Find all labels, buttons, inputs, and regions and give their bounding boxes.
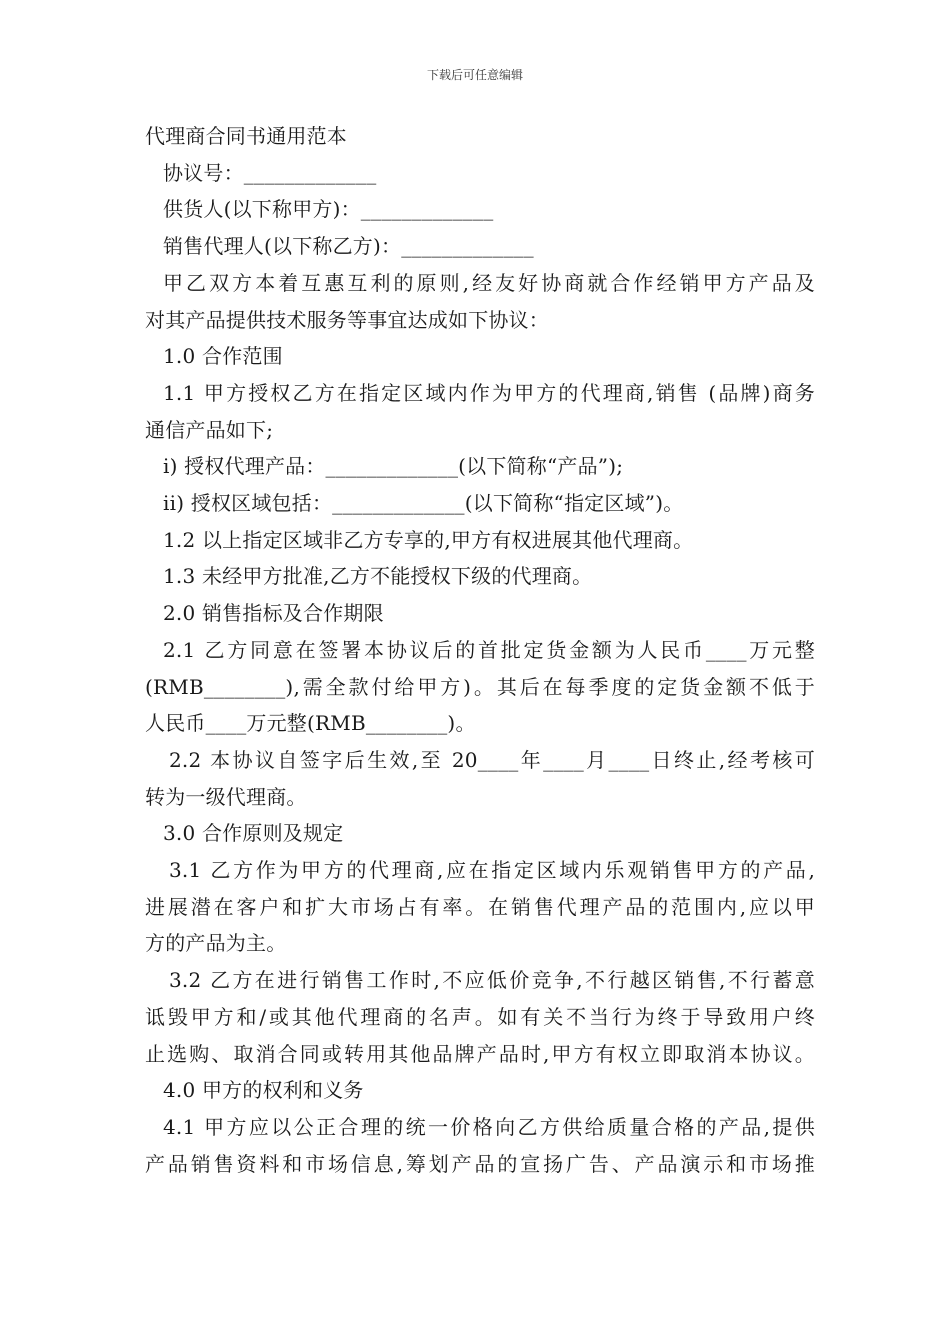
clause-line: 4.1 甲方应以公正合理的统一价格向乙方供给质量合格的产品,提供 [163,1114,815,1139]
document-title: 代理商合同书通用范本 [145,124,347,148]
agent-field: 销售代理人(以下称乙方)：_____________ [163,234,534,259]
section-heading: 3.0 合作原则及规定 [163,821,344,846]
supplier-field: 供货人(以下称甲方)：_____________ [163,197,494,222]
section-heading: 1.0 合作范围 [163,344,283,369]
clause-line: 2.2 本协议自签字后生效,至 20____年____月____日终止,经考核可 [169,747,815,772]
paragraph-line: 对其产品提供技术服务等事宜达成如下协议： [145,307,549,332]
clause-line: 转为一级代理商。 [145,784,307,809]
paragraph-line: 甲乙双方本着互惠互利的原则,经友好协商就合作经销甲方产品及 [163,270,815,295]
page-header: 下载后可任意编辑 [426,68,523,82]
section-heading: 4.0 甲方的权利和义务 [163,1078,364,1103]
clause-line: 3.2 乙方在进行销售工作时,不应低价竞争,不行越区销售,不行蓄意 [169,968,815,993]
clause-line: 1.3 未经甲方批准,乙方不能授权下级的代理商。 [163,564,593,589]
clause-line: 诋毁甲方和/或其他代理商的名声。如有关不当行为终于导致用户终 [145,1004,815,1029]
clause-line: 止选购、取消合同或转用其他品牌产品时,甲方有权立即取消本协议。 [145,1041,815,1066]
agreement-number-field: 协议号：_____________ [163,160,377,185]
section-heading: 2.0 销售指标及合作期限 [163,601,384,626]
clause-line: ii) 授权区域包括：_____________(以下简称“指定区域”)。 [163,491,684,516]
clause-line: 进展潜在客户和扩大市场占有率。在销售代理产品的范围内,应以甲 [145,894,815,919]
clause-line: 人民币____万元整(RMB________)。 [145,711,476,736]
clause-line: 1.2 以上指定区域非乙方专享的,甲方有权进展其他代理商。 [163,527,694,552]
clause-line: 3.1 乙方作为甲方的代理商,应在指定区域内乐观销售甲方的产品, [169,858,815,883]
clause-line: 产品销售资料和市场信息,筹划产品的宣扬广告、产品演示和市场推 [145,1151,815,1176]
clause-line: i) 授权代理产品：_____________(以下简称“产品”); [163,454,624,479]
clause-line: 通信产品如下; [145,417,274,442]
clause-line: (RMB________),需全款付给甲方)。其后在每季度的定货金额不低于 [145,674,815,699]
clause-line: 方的产品为主。 [145,931,287,956]
document-body [145,118,815,1182]
clause-line: 1.1 甲方授权乙方在指定区域内作为甲方的代理商,销售 (品牌)商务 [163,380,815,405]
clause-line: 2.1 乙方同意在签署本协议后的首批定货金额为人民币____万元整 [163,637,815,662]
